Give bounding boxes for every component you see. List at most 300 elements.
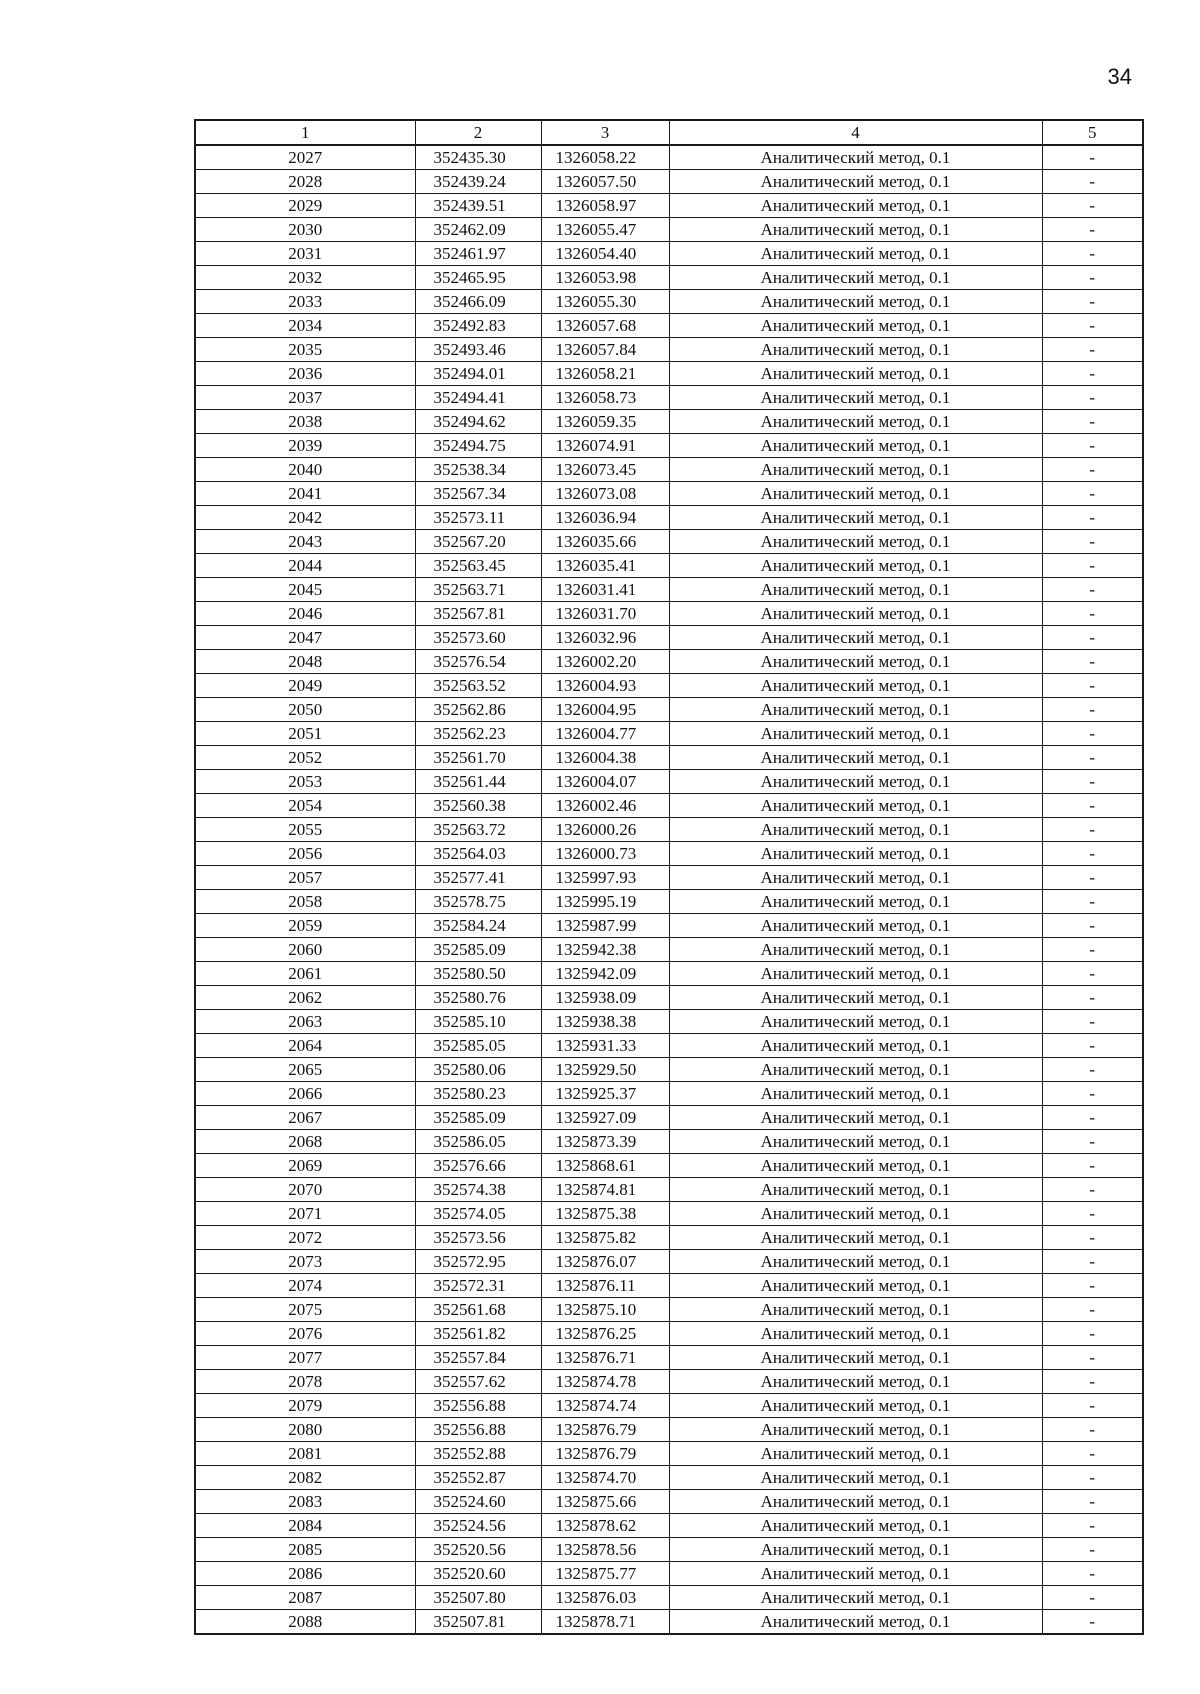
method-cell: Аналитический метод, 0.1 bbox=[669, 962, 1042, 986]
method-cell: Аналитический метод, 0.1 bbox=[669, 1226, 1042, 1250]
point-number-cell: 2034 bbox=[195, 314, 415, 338]
x-coordinate-cell: 352461.97 bbox=[415, 242, 541, 266]
method-cell: Аналитический метод, 0.1 bbox=[669, 1322, 1042, 1346]
y-coordinate-cell: 1325878.56 bbox=[541, 1538, 669, 1562]
method-cell: Аналитический метод, 0.1 bbox=[669, 458, 1042, 482]
x-coordinate-cell: 352576.66 bbox=[415, 1154, 541, 1178]
table-row bbox=[195, 1562, 1143, 1586]
point-number-cell: 2028 bbox=[195, 170, 415, 194]
table-row bbox=[195, 1274, 1143, 1298]
x-coordinate-cell: 352573.56 bbox=[415, 1226, 541, 1250]
note-cell: - bbox=[1042, 1082, 1143, 1106]
y-coordinate-cell: 1325931.33 bbox=[541, 1034, 669, 1058]
method-cell: Аналитический метод, 0.1 bbox=[669, 938, 1042, 962]
note-cell: - bbox=[1042, 1562, 1143, 1586]
method-cell: Аналитический метод, 0.1 bbox=[669, 362, 1042, 386]
table-row bbox=[195, 194, 1143, 218]
point-number-cell: 2055 bbox=[195, 818, 415, 842]
table-row bbox=[195, 1202, 1143, 1226]
x-coordinate-cell: 352439.51 bbox=[415, 194, 541, 218]
x-coordinate-cell: 352563.72 bbox=[415, 818, 541, 842]
point-number-cell: 2061 bbox=[195, 962, 415, 986]
table-row bbox=[195, 410, 1143, 434]
point-number-cell: 2032 bbox=[195, 266, 415, 290]
y-coordinate-cell: 1325876.03 bbox=[541, 1586, 669, 1610]
method-cell: Аналитический метод, 0.1 bbox=[669, 1466, 1042, 1490]
method-cell: Аналитический метод, 0.1 bbox=[669, 1370, 1042, 1394]
y-coordinate-cell: 1326004.93 bbox=[541, 674, 669, 698]
y-coordinate-cell: 1326004.38 bbox=[541, 746, 669, 770]
method-cell: Аналитический метод, 0.1 bbox=[669, 698, 1042, 722]
note-cell: - bbox=[1042, 1442, 1143, 1466]
y-coordinate-cell: 1326057.68 bbox=[541, 314, 669, 338]
note-cell: - bbox=[1042, 770, 1143, 794]
x-coordinate-cell: 352439.24 bbox=[415, 170, 541, 194]
column-header-4: 4 bbox=[669, 120, 1042, 145]
method-cell: Аналитический метод, 0.1 bbox=[669, 218, 1042, 242]
point-number-cell: 2042 bbox=[195, 506, 415, 530]
x-coordinate-cell: 352557.62 bbox=[415, 1370, 541, 1394]
point-number-cell: 2037 bbox=[195, 386, 415, 410]
table-row bbox=[195, 242, 1143, 266]
table-body bbox=[195, 145, 1143, 1634]
x-coordinate-cell: 352494.75 bbox=[415, 434, 541, 458]
y-coordinate-cell: 1325876.11 bbox=[541, 1274, 669, 1298]
column-header-5: 5 bbox=[1042, 120, 1143, 145]
point-number-cell: 2046 bbox=[195, 602, 415, 626]
method-cell: Аналитический метод, 0.1 bbox=[669, 1010, 1042, 1034]
method-cell: Аналитический метод, 0.1 bbox=[669, 1250, 1042, 1274]
method-cell: Аналитический метод, 0.1 bbox=[669, 1562, 1042, 1586]
y-coordinate-cell: 1325878.62 bbox=[541, 1514, 669, 1538]
note-cell: - bbox=[1042, 145, 1143, 170]
x-coordinate-cell: 352520.60 bbox=[415, 1562, 541, 1586]
point-number-cell: 2071 bbox=[195, 1202, 415, 1226]
note-cell: - bbox=[1042, 794, 1143, 818]
y-coordinate-cell: 1325938.38 bbox=[541, 1010, 669, 1034]
table-row bbox=[195, 986, 1143, 1010]
y-coordinate-cell: 1326053.98 bbox=[541, 266, 669, 290]
point-number-cell: 2074 bbox=[195, 1274, 415, 1298]
y-coordinate-cell: 1326055.30 bbox=[541, 290, 669, 314]
table-row bbox=[195, 482, 1143, 506]
method-cell: Аналитический метод, 0.1 bbox=[669, 170, 1042, 194]
table-row bbox=[195, 1586, 1143, 1610]
x-coordinate-cell: 352561.68 bbox=[415, 1298, 541, 1322]
y-coordinate-cell: 1325929.50 bbox=[541, 1058, 669, 1082]
table-row bbox=[195, 1130, 1143, 1154]
x-coordinate-cell: 352561.44 bbox=[415, 770, 541, 794]
point-number-cell: 2075 bbox=[195, 1298, 415, 1322]
x-coordinate-cell: 352563.45 bbox=[415, 554, 541, 578]
table-row bbox=[195, 218, 1143, 242]
method-cell: Аналитический метод, 0.1 bbox=[669, 1538, 1042, 1562]
y-coordinate-cell: 1326073.45 bbox=[541, 458, 669, 482]
y-coordinate-cell: 1326032.96 bbox=[541, 626, 669, 650]
point-number-cell: 2073 bbox=[195, 1250, 415, 1274]
table-row bbox=[195, 1370, 1143, 1394]
point-number-cell: 2031 bbox=[195, 242, 415, 266]
x-coordinate-cell: 352561.70 bbox=[415, 746, 541, 770]
note-cell: - bbox=[1042, 1178, 1143, 1202]
x-coordinate-cell: 352466.09 bbox=[415, 290, 541, 314]
note-cell: - bbox=[1042, 1538, 1143, 1562]
table-row bbox=[195, 1394, 1143, 1418]
method-cell: Аналитический метод, 0.1 bbox=[669, 1034, 1042, 1058]
x-coordinate-cell: 352556.88 bbox=[415, 1418, 541, 1442]
note-cell: - bbox=[1042, 554, 1143, 578]
x-coordinate-cell: 352493.46 bbox=[415, 338, 541, 362]
note-cell: - bbox=[1042, 170, 1143, 194]
method-cell: Аналитический метод, 0.1 bbox=[669, 794, 1042, 818]
point-number-cell: 2067 bbox=[195, 1106, 415, 1130]
table-row bbox=[195, 1442, 1143, 1466]
y-coordinate-cell: 1325874.74 bbox=[541, 1394, 669, 1418]
note-cell: - bbox=[1042, 1394, 1143, 1418]
page-number: 34 bbox=[1107, 64, 1132, 89]
note-cell: - bbox=[1042, 1466, 1143, 1490]
method-cell: Аналитический метод, 0.1 bbox=[669, 986, 1042, 1010]
method-cell: Аналитический метод, 0.1 bbox=[669, 1082, 1042, 1106]
point-number-cell: 2051 bbox=[195, 722, 415, 746]
point-number-cell: 2052 bbox=[195, 746, 415, 770]
note-cell: - bbox=[1042, 458, 1143, 482]
point-number-cell: 2077 bbox=[195, 1346, 415, 1370]
point-number-cell: 2066 bbox=[195, 1082, 415, 1106]
x-coordinate-cell: 352524.60 bbox=[415, 1490, 541, 1514]
note-cell: - bbox=[1042, 1106, 1143, 1130]
method-cell: Аналитический метод, 0.1 bbox=[669, 674, 1042, 698]
method-cell: Аналитический метод, 0.1 bbox=[669, 1058, 1042, 1082]
table-row bbox=[195, 1490, 1143, 1514]
point-number-cell: 2057 bbox=[195, 866, 415, 890]
point-number-cell: 2088 bbox=[195, 1610, 415, 1635]
x-coordinate-cell: 352538.34 bbox=[415, 458, 541, 482]
point-number-cell: 2049 bbox=[195, 674, 415, 698]
table-row bbox=[195, 1610, 1143, 1635]
note-cell: - bbox=[1042, 290, 1143, 314]
point-number-cell: 2030 bbox=[195, 218, 415, 242]
point-number-cell: 2084 bbox=[195, 1514, 415, 1538]
method-cell: Аналитический метод, 0.1 bbox=[669, 650, 1042, 674]
table-row bbox=[195, 578, 1143, 602]
y-coordinate-cell: 1326004.77 bbox=[541, 722, 669, 746]
table-row bbox=[195, 1106, 1143, 1130]
method-cell: Аналитический метод, 0.1 bbox=[669, 1514, 1042, 1538]
table-row bbox=[195, 314, 1143, 338]
point-number-cell: 2076 bbox=[195, 1322, 415, 1346]
table-row bbox=[195, 1250, 1143, 1274]
table-row bbox=[195, 914, 1143, 938]
y-coordinate-cell: 1326058.21 bbox=[541, 362, 669, 386]
table-row bbox=[195, 674, 1143, 698]
table-row bbox=[195, 458, 1143, 482]
point-number-cell: 2050 bbox=[195, 698, 415, 722]
point-number-cell: 2081 bbox=[195, 1442, 415, 1466]
point-number-cell: 2063 bbox=[195, 1010, 415, 1034]
y-coordinate-cell: 1325876.07 bbox=[541, 1250, 669, 1274]
note-cell: - bbox=[1042, 1490, 1143, 1514]
point-number-cell: 2041 bbox=[195, 482, 415, 506]
method-cell: Аналитический метод, 0.1 bbox=[669, 434, 1042, 458]
point-number-cell: 2047 bbox=[195, 626, 415, 650]
method-cell: Аналитический метод, 0.1 bbox=[669, 410, 1042, 434]
y-coordinate-cell: 1326036.94 bbox=[541, 506, 669, 530]
x-coordinate-cell: 352563.71 bbox=[415, 578, 541, 602]
point-number-cell: 2064 bbox=[195, 1034, 415, 1058]
table-row bbox=[195, 770, 1143, 794]
method-cell: Аналитический метод, 0.1 bbox=[669, 1274, 1042, 1298]
x-coordinate-cell: 352580.76 bbox=[415, 986, 541, 1010]
table-row bbox=[195, 1154, 1143, 1178]
y-coordinate-cell: 1326054.40 bbox=[541, 242, 669, 266]
y-coordinate-cell: 1325874.70 bbox=[541, 1466, 669, 1490]
point-number-cell: 2065 bbox=[195, 1058, 415, 1082]
point-number-cell: 2062 bbox=[195, 986, 415, 1010]
note-cell: - bbox=[1042, 1034, 1143, 1058]
y-coordinate-cell: 1326004.07 bbox=[541, 770, 669, 794]
point-number-cell: 2045 bbox=[195, 578, 415, 602]
method-cell: Аналитический метод, 0.1 bbox=[669, 818, 1042, 842]
x-coordinate-cell: 352580.06 bbox=[415, 1058, 541, 1082]
point-number-cell: 2036 bbox=[195, 362, 415, 386]
x-coordinate-cell: 352572.31 bbox=[415, 1274, 541, 1298]
point-number-cell: 2069 bbox=[195, 1154, 415, 1178]
header-row bbox=[195, 120, 1143, 145]
point-number-cell: 2054 bbox=[195, 794, 415, 818]
y-coordinate-cell: 1325876.25 bbox=[541, 1322, 669, 1346]
method-cell: Аналитический метод, 0.1 bbox=[669, 626, 1042, 650]
method-cell: Аналитический метод, 0.1 bbox=[669, 770, 1042, 794]
x-coordinate-cell: 352494.01 bbox=[415, 362, 541, 386]
note-cell: - bbox=[1042, 530, 1143, 554]
method-cell: Аналитический метод, 0.1 bbox=[669, 1490, 1042, 1514]
x-coordinate-cell: 352574.38 bbox=[415, 1178, 541, 1202]
method-cell: Аналитический метод, 0.1 bbox=[669, 266, 1042, 290]
table-row bbox=[195, 1010, 1143, 1034]
note-cell: - bbox=[1042, 722, 1143, 746]
method-cell: Аналитический метод, 0.1 bbox=[669, 1106, 1042, 1130]
table-row bbox=[195, 1298, 1143, 1322]
method-cell: Аналитический метод, 0.1 bbox=[669, 1178, 1042, 1202]
y-coordinate-cell: 1326057.50 bbox=[541, 170, 669, 194]
point-number-cell: 2040 bbox=[195, 458, 415, 482]
method-cell: Аналитический метод, 0.1 bbox=[669, 578, 1042, 602]
x-coordinate-cell: 352494.41 bbox=[415, 386, 541, 410]
point-number-cell: 2053 bbox=[195, 770, 415, 794]
method-cell: Аналитический метод, 0.1 bbox=[669, 1442, 1042, 1466]
y-coordinate-cell: 1326059.35 bbox=[541, 410, 669, 434]
table-row bbox=[195, 890, 1143, 914]
note-cell: - bbox=[1042, 1370, 1143, 1394]
x-coordinate-cell: 352573.11 bbox=[415, 506, 541, 530]
table-row bbox=[195, 170, 1143, 194]
method-cell: Аналитический метод, 0.1 bbox=[669, 530, 1042, 554]
y-coordinate-cell: 1325875.38 bbox=[541, 1202, 669, 1226]
y-coordinate-cell: 1326074.91 bbox=[541, 434, 669, 458]
method-cell: Аналитический метод, 0.1 bbox=[669, 482, 1042, 506]
y-coordinate-cell: 1325874.78 bbox=[541, 1370, 669, 1394]
point-number-cell: 2043 bbox=[195, 530, 415, 554]
point-number-cell: 2080 bbox=[195, 1418, 415, 1442]
point-number-cell: 2085 bbox=[195, 1538, 415, 1562]
y-coordinate-cell: 1326031.70 bbox=[541, 602, 669, 626]
point-number-cell: 2068 bbox=[195, 1130, 415, 1154]
note-cell: - bbox=[1042, 266, 1143, 290]
point-number-cell: 2033 bbox=[195, 290, 415, 314]
table-row bbox=[195, 1346, 1143, 1370]
table-row bbox=[195, 1178, 1143, 1202]
x-coordinate-cell: 352585.10 bbox=[415, 1010, 541, 1034]
column-header-1: 1 bbox=[195, 120, 415, 145]
note-cell: - bbox=[1042, 914, 1143, 938]
x-coordinate-cell: 352580.50 bbox=[415, 962, 541, 986]
method-cell: Аналитический метод, 0.1 bbox=[669, 914, 1042, 938]
y-coordinate-cell: 1325942.09 bbox=[541, 962, 669, 986]
x-coordinate-cell: 352557.84 bbox=[415, 1346, 541, 1370]
method-cell: Аналитический метод, 0.1 bbox=[669, 386, 1042, 410]
x-coordinate-cell: 352562.23 bbox=[415, 722, 541, 746]
note-cell: - bbox=[1042, 218, 1143, 242]
table-row bbox=[195, 506, 1143, 530]
y-coordinate-cell: 1326035.66 bbox=[541, 530, 669, 554]
method-cell: Аналитический метод, 0.1 bbox=[669, 338, 1042, 362]
note-cell: - bbox=[1042, 818, 1143, 842]
x-coordinate-cell: 352492.83 bbox=[415, 314, 541, 338]
point-number-cell: 2029 bbox=[195, 194, 415, 218]
y-coordinate-cell: 1325876.79 bbox=[541, 1442, 669, 1466]
table-row bbox=[195, 1226, 1143, 1250]
point-number-cell: 2079 bbox=[195, 1394, 415, 1418]
note-cell: - bbox=[1042, 1418, 1143, 1442]
point-number-cell: 2078 bbox=[195, 1370, 415, 1394]
table-row bbox=[195, 698, 1143, 722]
x-coordinate-cell: 352552.88 bbox=[415, 1442, 541, 1466]
y-coordinate-cell: 1325876.71 bbox=[541, 1346, 669, 1370]
y-coordinate-cell: 1325875.77 bbox=[541, 1562, 669, 1586]
point-number-cell: 2056 bbox=[195, 842, 415, 866]
table-row bbox=[195, 1514, 1143, 1538]
y-coordinate-cell: 1326058.73 bbox=[541, 386, 669, 410]
note-cell: - bbox=[1042, 362, 1143, 386]
note-cell: - bbox=[1042, 242, 1143, 266]
note-cell: - bbox=[1042, 506, 1143, 530]
x-coordinate-cell: 352585.09 bbox=[415, 1106, 541, 1130]
y-coordinate-cell: 1326055.47 bbox=[541, 218, 669, 242]
point-number-cell: 2035 bbox=[195, 338, 415, 362]
table-row bbox=[195, 938, 1143, 962]
note-cell: - bbox=[1042, 578, 1143, 602]
x-coordinate-cell: 352585.09 bbox=[415, 938, 541, 962]
x-coordinate-cell: 352560.38 bbox=[415, 794, 541, 818]
x-coordinate-cell: 352585.05 bbox=[415, 1034, 541, 1058]
x-coordinate-cell: 352507.80 bbox=[415, 1586, 541, 1610]
x-coordinate-cell: 352577.41 bbox=[415, 866, 541, 890]
y-coordinate-cell: 1326002.20 bbox=[541, 650, 669, 674]
x-coordinate-cell: 352584.24 bbox=[415, 914, 541, 938]
note-cell: - bbox=[1042, 1058, 1143, 1082]
y-coordinate-cell: 1325878.71 bbox=[541, 1610, 669, 1635]
y-coordinate-cell: 1326000.73 bbox=[541, 842, 669, 866]
y-coordinate-cell: 1326057.84 bbox=[541, 338, 669, 362]
y-coordinate-cell: 1326031.41 bbox=[541, 578, 669, 602]
table-row bbox=[195, 842, 1143, 866]
y-coordinate-cell: 1325925.37 bbox=[541, 1082, 669, 1106]
point-number-cell: 2072 bbox=[195, 1226, 415, 1250]
note-cell: - bbox=[1042, 1226, 1143, 1250]
column-header-2: 2 bbox=[415, 120, 541, 145]
y-coordinate-cell: 1326004.95 bbox=[541, 698, 669, 722]
method-cell: Аналитический метод, 0.1 bbox=[669, 314, 1042, 338]
method-cell: Аналитический метод, 0.1 bbox=[669, 145, 1042, 170]
table-row bbox=[195, 1418, 1143, 1442]
method-cell: Аналитический метод, 0.1 bbox=[669, 842, 1042, 866]
x-coordinate-cell: 352576.54 bbox=[415, 650, 541, 674]
method-cell: Аналитический метод, 0.1 bbox=[669, 1346, 1042, 1370]
method-cell: Аналитический метод, 0.1 bbox=[669, 866, 1042, 890]
note-cell: - bbox=[1042, 1322, 1143, 1346]
method-cell: Аналитический метод, 0.1 bbox=[669, 1418, 1042, 1442]
x-coordinate-cell: 352552.87 bbox=[415, 1466, 541, 1490]
table-row bbox=[195, 530, 1143, 554]
x-coordinate-cell: 352494.62 bbox=[415, 410, 541, 434]
table-row bbox=[195, 386, 1143, 410]
point-number-cell: 2082 bbox=[195, 1466, 415, 1490]
method-cell: Аналитический метод, 0.1 bbox=[669, 746, 1042, 770]
table-row bbox=[195, 1538, 1143, 1562]
y-coordinate-cell: 1325873.39 bbox=[541, 1130, 669, 1154]
x-coordinate-cell: 352435.30 bbox=[415, 145, 541, 170]
point-number-cell: 2058 bbox=[195, 890, 415, 914]
note-cell: - bbox=[1042, 194, 1143, 218]
point-number-cell: 2027 bbox=[195, 145, 415, 170]
x-coordinate-cell: 352578.75 bbox=[415, 890, 541, 914]
x-coordinate-cell: 352465.95 bbox=[415, 266, 541, 290]
y-coordinate-cell: 1326058.22 bbox=[541, 145, 669, 170]
note-cell: - bbox=[1042, 1154, 1143, 1178]
x-coordinate-cell: 352580.23 bbox=[415, 1082, 541, 1106]
table-row bbox=[195, 722, 1143, 746]
point-number-cell: 2059 bbox=[195, 914, 415, 938]
table-row bbox=[195, 1058, 1143, 1082]
y-coordinate-cell: 1325875.10 bbox=[541, 1298, 669, 1322]
note-cell: - bbox=[1042, 986, 1143, 1010]
table-row bbox=[195, 434, 1143, 458]
table-row bbox=[195, 650, 1143, 674]
note-cell: - bbox=[1042, 602, 1143, 626]
note-cell: - bbox=[1042, 866, 1143, 890]
method-cell: Аналитический метод, 0.1 bbox=[669, 1298, 1042, 1322]
x-coordinate-cell: 352556.88 bbox=[415, 1394, 541, 1418]
x-coordinate-cell: 352524.56 bbox=[415, 1514, 541, 1538]
method-cell: Аналитический метод, 0.1 bbox=[669, 1610, 1042, 1635]
note-cell: - bbox=[1042, 698, 1143, 722]
y-coordinate-cell: 1325997.93 bbox=[541, 866, 669, 890]
table-row bbox=[195, 290, 1143, 314]
note-cell: - bbox=[1042, 674, 1143, 698]
y-coordinate-cell: 1326035.41 bbox=[541, 554, 669, 578]
y-coordinate-cell: 1326002.46 bbox=[541, 794, 669, 818]
x-coordinate-cell: 352573.60 bbox=[415, 626, 541, 650]
x-coordinate-cell: 352564.03 bbox=[415, 842, 541, 866]
method-cell: Аналитический метод, 0.1 bbox=[669, 194, 1042, 218]
note-cell: - bbox=[1042, 626, 1143, 650]
note-cell: - bbox=[1042, 1274, 1143, 1298]
table-row bbox=[195, 338, 1143, 362]
y-coordinate-cell: 1325995.19 bbox=[541, 890, 669, 914]
y-coordinate-cell: 1325874.81 bbox=[541, 1178, 669, 1202]
point-number-cell: 2038 bbox=[195, 410, 415, 434]
